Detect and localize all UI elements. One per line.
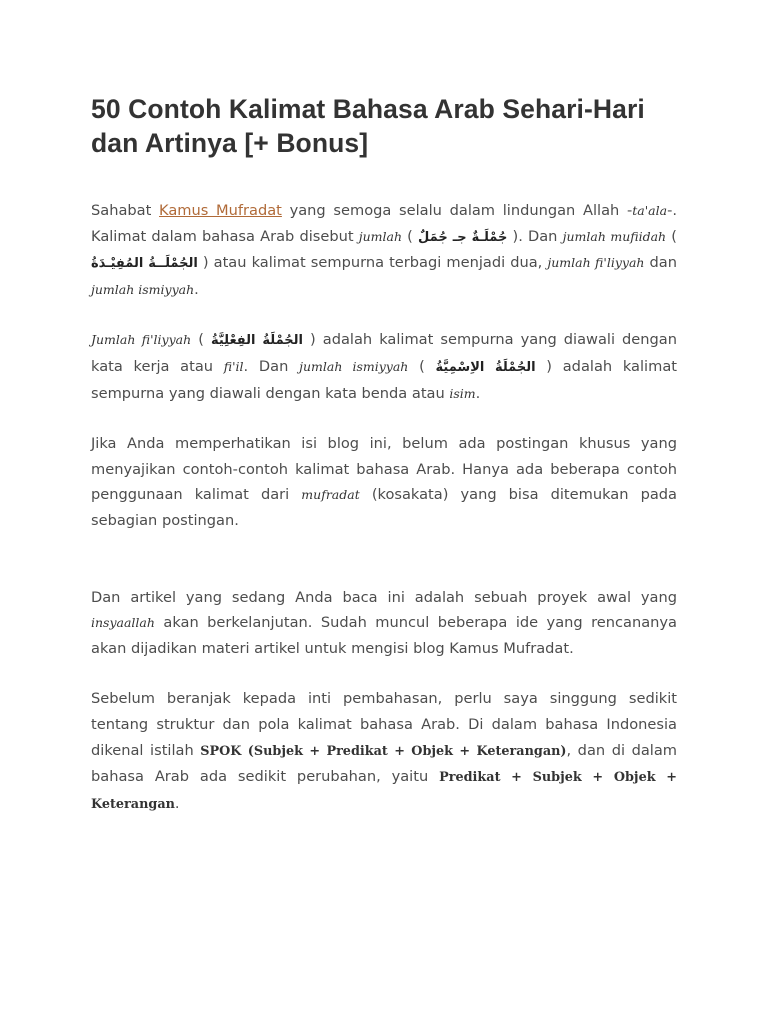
bold-term: Predikat + Subjek + Objek + Keterangan — [91, 770, 677, 812]
text: ( — [408, 357, 436, 375]
kamus-mufradat-link[interactable]: Kamus Mufradat — [159, 202, 282, 219]
text: akan berkelanjutan. Sudah muncul beberapa ide yang rencananya akan dijadikan materi artikel untuk mengisi blog Kamus Mufradat. — [91, 614, 677, 657]
arabic-term: الجُمْلَةُ الفِعْلِيَّةُ — [210, 333, 304, 349]
paragraph-jumlah — [91, 327, 677, 406]
text: (kosakata) yang bisa ditemukan pada sebagian postingan. — [91, 486, 677, 529]
text: . Dan — [243, 357, 300, 375]
article-title: 50 Contoh Kalimat Bahasa Arab Sehari-Hari dan Artinya [+ Bonus] — [91, 94, 645, 158]
text: . — [475, 384, 481, 402]
italic-term: mufradat — [301, 487, 360, 503]
italic-term: jumlah mufiidah — [562, 228, 667, 244]
text: yang semoga selalu dalam lindungan Allah - — [281, 202, 633, 219]
arabic-term: الجُمْلَةُ الاِسْمِيَّةُ — [435, 359, 536, 375]
italic-term: jumlah ismiyyah — [299, 358, 409, 374]
arabic-term: الجُمْلَــةُ المُفِيْـدَةُ — [91, 256, 198, 272]
text: ) adalah kalimat sempurna yang diawali dengan kata benda atau — [91, 357, 677, 402]
text: ). Dan — [507, 227, 563, 245]
italic-term: jumlah ismiyyah — [91, 281, 195, 297]
paragraph-structure — [91, 686, 677, 817]
text: . — [174, 794, 180, 812]
italic-term: ta'ala — [632, 203, 668, 218]
italic-term: Jumlah fi'liyyah — [91, 332, 192, 348]
arabic-term: جُمْلَـةٌ جـ جُمَلٌ — [418, 229, 508, 245]
italic-term: fi'il — [223, 358, 244, 374]
text: ) atau kalimat sempurna terbagi menjadi dua, — [197, 254, 548, 272]
italic-term: jumlah fi'liyyah — [547, 255, 645, 271]
paragraph-intro — [91, 198, 677, 302]
text: Jika Anda memperhatikan isi blog ini, belum ada postingan khusus yang menyajikan contoh-contoh kalimat bahasa Arab. Hanya ada beberapa contoh penggunaan kalimat dari — [91, 435, 677, 504]
text: ) adalah kalimat sempurna yang diawali dengan kata kerja atau — [91, 331, 677, 375]
text: , dan di dalam bahasa Arab ada sedikit perubahan, yaitu — [91, 741, 677, 786]
italic-term: isim — [449, 385, 476, 401]
text: Sebelum beranjak kepada inti pembahasan, perlu saya singgung sedikit tentang struktur dan pola kalimat bahasa Arab. Di dalam bahasa Indonesia dikenal istilah — [91, 690, 677, 759]
italic-term: jumlah — [358, 228, 403, 244]
paragraph-blog — [91, 431, 677, 533]
bold-term: SPOK (Subjek + Predikat + Objek + Keterangan) — [200, 743, 567, 759]
text: Dan artikel yang sedang Anda baca ini adalah sebuah proyek awal yang — [91, 588, 677, 606]
text: Sahabat — [91, 202, 160, 219]
text: ( — [666, 227, 677, 245]
text: -. Kalimat dalam bahasa Arab disebut — [91, 202, 677, 245]
text: . — [194, 280, 199, 298]
italic-term: insyaallah — [91, 615, 155, 631]
text: ( — [191, 331, 211, 349]
text: ( — [402, 227, 419, 245]
text: dan — [644, 254, 677, 272]
paragraph-project — [91, 585, 677, 662]
